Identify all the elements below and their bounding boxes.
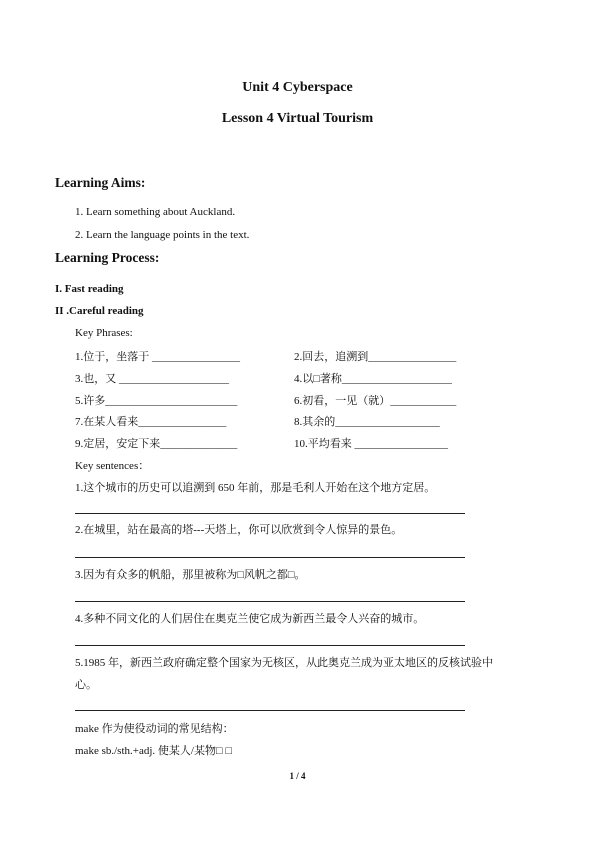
learning-process-heading: Learning Process: (55, 250, 160, 265)
sentence-2: 2.在城里，站在最高的塔---天塔上，你可以欣赏到令人惊异的景色。 (75, 524, 403, 536)
make-example: make sb./sth.+adj. 使某人/某物□ □ (75, 745, 232, 757)
answer-line-5[interactable] (75, 710, 465, 711)
phrase-6: 6.初看，一见（就）____________ (294, 395, 457, 407)
learning-aims-heading: Learning Aims: (55, 175, 146, 190)
unit-title: Unit 4 Cyberspace (242, 80, 353, 95)
phrase-4: 4.以□著称____________________ (294, 373, 452, 385)
fast-reading-heading: I. Fast reading (55, 283, 124, 295)
sentence-5: 5.1985 年，新西兰政府确定整个国家为无核区，从此奥克兰成为亚太地区的反核试验中 (75, 657, 493, 669)
careful-reading-heading: II .Careful reading (55, 305, 144, 317)
phrase-10: 10.平均看来 _________________ (294, 438, 448, 450)
make-structure-label: make 作为使役动词的常见结构： (75, 723, 234, 735)
sentence-1: 1.这个城市的历史可以追溯到 650 年前，那是毛利人开始在这个地方定居。 (75, 482, 436, 494)
answer-line-4[interactable] (75, 645, 465, 646)
answer-line-1[interactable] (75, 513, 465, 514)
key-sentences-label: Key sentences： (75, 460, 150, 472)
phrase-5: 5.许多________________________ (75, 395, 238, 407)
phrase-2: 2.回去，追溯到________________ (294, 351, 457, 363)
sentence-4: 4.多种不同文化的人们居住在奥克兰使它成为新西兰最令人兴奋的城市。 (75, 613, 425, 625)
phrase-8: 8.其余的___________________ (294, 416, 440, 428)
phrase-9: 9.定居，安定下来______________ (75, 438, 238, 450)
phrase-3: 3.也，又 ____________________ (75, 373, 229, 385)
sentence-5-continuation: 心。 (75, 679, 97, 691)
answer-line-2[interactable] (75, 557, 465, 558)
lesson-title: Lesson 4 Virtual Tourism (221, 111, 374, 126)
key-phrases-label: Key Phrases: (75, 327, 133, 339)
phrase-7: 7.在某人看来________________ (75, 416, 227, 428)
sentence-3: 3.因为有众多的帆船，那里被称为□风帆之都□。 (75, 569, 306, 581)
answer-line-3[interactable] (75, 601, 465, 602)
phrase-1: 1.位于，坐落于 ________________ (75, 351, 240, 363)
aim-item-1: 1. Learn something about Auckland. (75, 206, 236, 218)
aim-item-2: 2. Learn the language points in the text. (75, 229, 250, 241)
page-number: 1 / 4 (289, 771, 306, 781)
